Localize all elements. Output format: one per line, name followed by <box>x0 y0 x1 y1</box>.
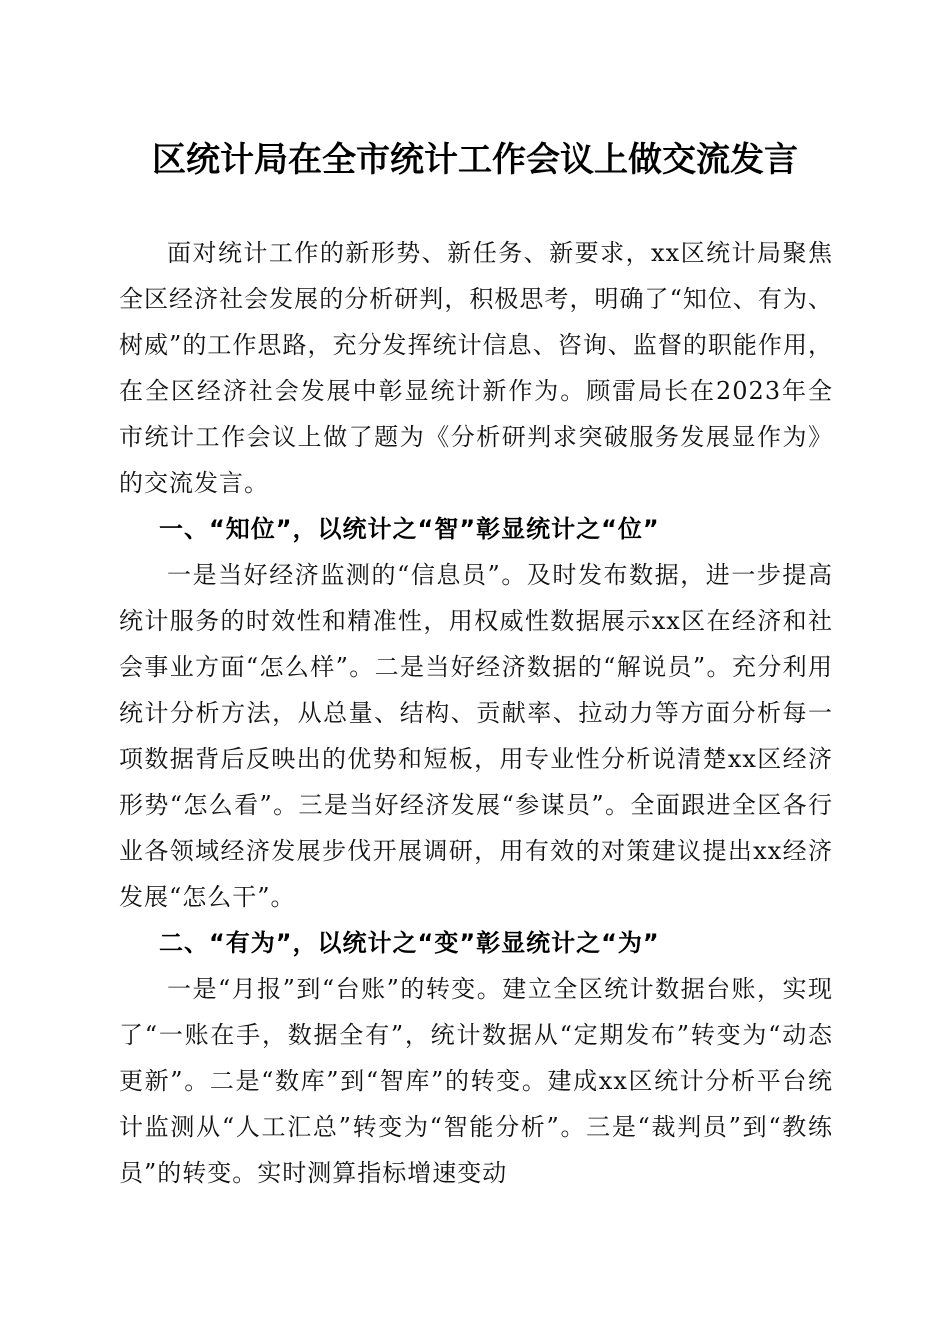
document-title: 区统计局在全市统计工作会议上做交流发言 <box>152 140 798 180</box>
document-body <box>119 230 833 1196</box>
paragraph-section-2: 一是“月报”到“台账”的转变。建立全区统计数据台账，实现了“一账在手，数据全有”，统计数据从“定期发布”转变为“动态更新”。二是“数库”到“智库”的转变。建成xx区统计分析平台统计监测从“人工汇总”转变为“智能分析”。三是“裁判员”到“教练员”的转变。实时测算指标增速变动 <box>119 975 833 1187</box>
paragraph-intro: 面对统计工作的新形势、新任务、新要求，xx区统计局聚焦全区经济社会发展的分析研判，积极思考，明确了“知位、有为、树威”的工作思路，充分发挥统计信息、咨询、监督的职能作用，在全区经济社会发展中彰显统计新作为。顾雷局长在2023年全市统计工作会议上做了题为《分析研判求突破服务发展显作为》的交流发言。 <box>119 239 833 497</box>
section-heading-1: 一、“知位”，以统计之“智”彰显统计之“位” <box>159 515 660 543</box>
section-heading-2: 二、“有为”，以统计之“变”彰显统计之“为” <box>159 929 660 957</box>
paragraph-section-1: 一是当好经济监测的“信息员”。及时发布数据，进一步提高统计服务的时效性和精准性，用权威性数据展示xx区在经济和社会事业方面“怎么样”。二是当好经济数据的“解说员”。充分利用统计分析方法，从总量、结构、贡献率、拉动力等方面分析每一项数据背后反映出的优势和短板，用专业性分析说清楚xx区经济形势“怎么看”。三是当好经济发展“参谋员”。全面跟进全区各行业各领域经济发展步伐开展调研，用有效的对策建议提出xx经济发展“怎么干”。 <box>119 561 833 911</box>
